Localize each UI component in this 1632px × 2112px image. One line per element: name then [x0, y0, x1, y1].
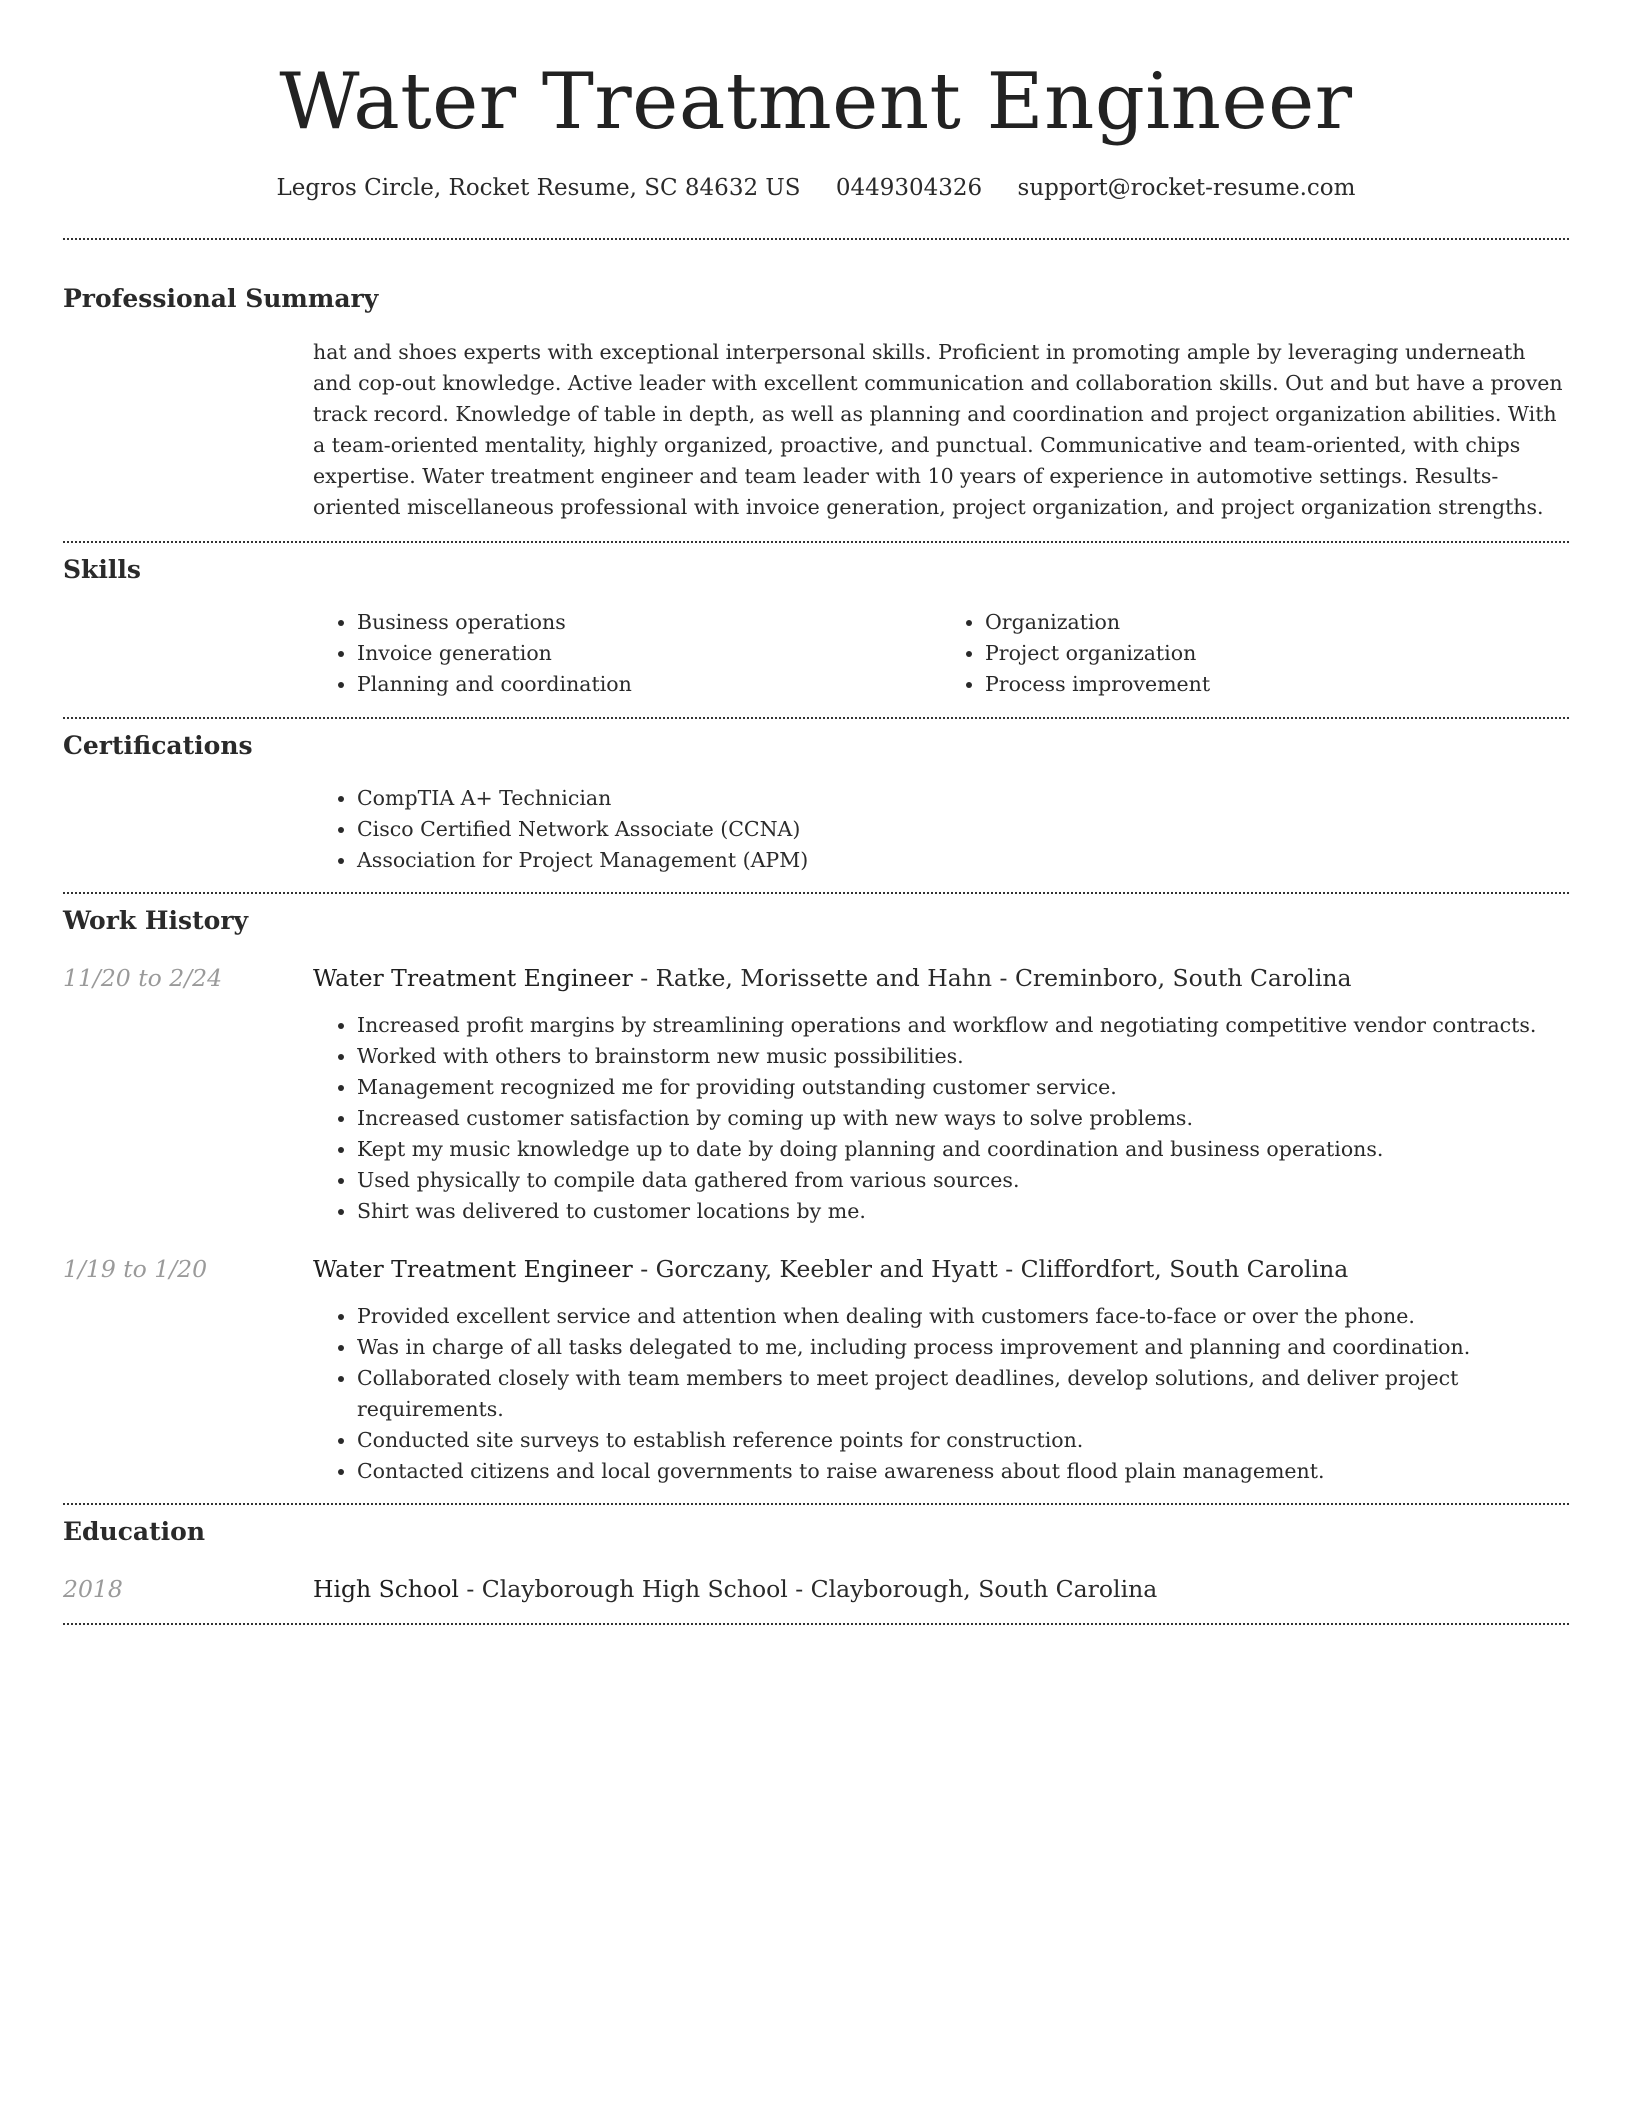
skill-item: • Organization	[985, 607, 1569, 638]
skill-item: • Business operations	[357, 607, 941, 638]
skill-item: • Process improvement	[985, 669, 1569, 700]
skill-item: • Invoice generation	[357, 638, 941, 669]
skills-grid	[313, 587, 1569, 717]
divider	[63, 1623, 1569, 1625]
work-date: 1/19 to 1/20	[63, 1255, 208, 1283]
work-bullet: • Was in charge of all tasks delegated to me, including process improvement and planning and coordination.	[357, 1332, 1569, 1363]
skills-list-right	[941, 607, 1569, 700]
skills-title: Skills	[63, 555, 141, 584]
certifications-section	[63, 719, 1569, 892]
work-details	[313, 994, 1569, 1227]
contact-phone: 0449304326	[835, 175, 983, 201]
work-heading	[313, 1253, 1348, 1285]
work-bullet: • Provided excellent service and attention when dealing with customers face-to-face or over the phone.	[357, 1301, 1569, 1332]
education-degree: High School	[313, 1575, 459, 1603]
skill-item: • Planning and coordination	[357, 669, 941, 700]
work-details	[313, 1285, 1569, 1503]
certifications-content	[313, 763, 1569, 892]
education-school-location: - Clayborough High School - Clayborough, South Carolina	[458, 1575, 1158, 1603]
education-entry	[63, 1549, 1569, 1623]
summary-section	[63, 240, 1569, 541]
certification-item: • Association for Project Management (APM)	[357, 845, 1569, 876]
certifications-title: Certifications	[63, 731, 253, 760]
work-bullet: • Increased customer satisfaction by coming up with new ways to solve problems.	[357, 1103, 1569, 1134]
skills-list-left	[313, 607, 941, 700]
work-history-title: Work History	[63, 906, 249, 935]
work-bullet: • Used physically to compile data gathered from various sources.	[357, 1165, 1569, 1196]
work-history-section	[63, 894, 1569, 1503]
contact-line	[63, 172, 1569, 204]
work-entry	[63, 1227, 1569, 1503]
certification-item: • CompTIA A+ Technician	[357, 783, 1569, 814]
education-title: Education	[63, 1517, 206, 1546]
work-entry	[63, 938, 1569, 1227]
contact-email: support@rocket-resume.com	[1017, 175, 1356, 201]
work-bullet: • Kept my music knowledge up to date by doing planning and coordination and business operations.	[357, 1134, 1569, 1165]
work-bullet: • Conducted site surveys to establish reference points for construction.	[357, 1425, 1569, 1456]
work-bullet: • Increased profit margins by streamlining operations and workflow and negotiating competitive vendor contracts.	[357, 1010, 1569, 1041]
resume-name: Water Treatment Engineer	[279, 57, 1353, 147]
work-bullet: • Collaborated closely with team members to meet project deadlines, develop solutions, and deliver project requirements.	[357, 1363, 1569, 1425]
education-date: 2018	[63, 1575, 123, 1603]
work-bullet: • Worked with others to brainstorm new music possibilities.	[357, 1041, 1569, 1072]
work-bullet: • Contacted citizens and local governments to raise awareness about flood plain management.	[357, 1456, 1569, 1487]
work-bullet: • Management recognized me for providing outstanding customer service.	[357, 1072, 1569, 1103]
work-bullets	[313, 1010, 1569, 1227]
work-heading	[313, 962, 1352, 994]
contact-address: Legros Circle, Rocket Resume, SC 84632 US	[276, 175, 801, 201]
work-bullet: • Shirt was delivered to customer locations by me.	[357, 1196, 1569, 1227]
work-date: 11/20 to 2/24	[63, 964, 223, 992]
work-entry-header	[63, 1253, 1569, 1285]
skills-section	[63, 543, 1569, 717]
summary-text: hat and shoes experts with exceptional interpersonal skills. Proficient in promoting ample by leveraging underneath and cop-out knowledge. Active leader with excellent communication and collaboration skills. Out and but have a proven track record. Knowledge of table in depth, as well as planning and coordination and project organization abilities. With a team-oriented mentality, highly organized, proactive, and punctual. Communicative and team-oriented, with chips expertise. Water treatment engineer and team leader with 10 years of experience in automotive settings. Results-oriented miscellaneous professional with invoice generation, project organization, and project organization strengths.	[313, 340, 1563, 519]
summary-title: Professional Summary	[63, 284, 379, 313]
education-heading	[313, 1573, 1157, 1605]
work-employer-location: - Gorczany, Keebler and Hyatt - Cliffordfort, South Carolina	[632, 1255, 1349, 1283]
work-entry-header	[63, 962, 1569, 994]
certifications-list	[313, 783, 1569, 876]
education-section	[63, 1505, 1569, 1623]
work-bullets	[313, 1301, 1569, 1487]
work-job-title: Water Treatment Engineer	[313, 964, 633, 992]
certification-item: • Cisco Certified Network Associate (CCNA)	[357, 814, 1569, 845]
skill-item: • Project organization	[985, 638, 1569, 669]
education-entry-header	[63, 1573, 1569, 1605]
work-employer-location: - Ratke, Morissette and Hahn - Creminboro, South Carolina	[632, 964, 1352, 992]
work-job-title: Water Treatment Engineer	[313, 1255, 633, 1283]
